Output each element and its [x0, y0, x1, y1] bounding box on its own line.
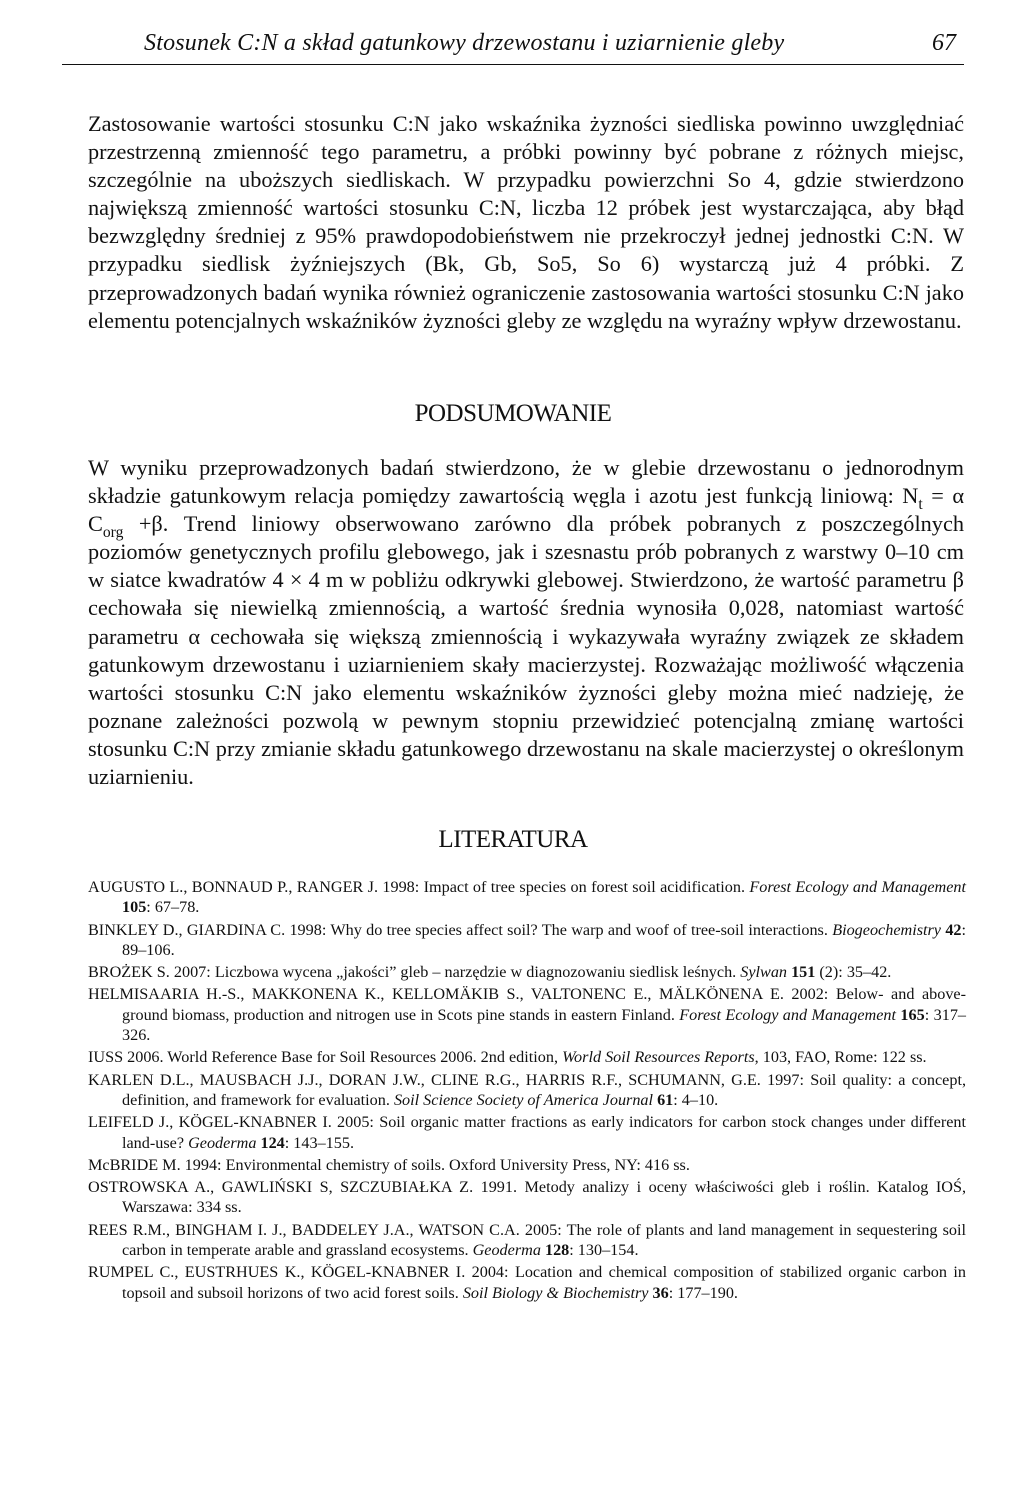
summary-text-3: +β. Trend liniowy obserwowano zarówno dla próbek pobranych z poszczególnych poziomów genetycznych profilu glebowego, jak i szesnastu prób pobranych z warstwy 0–10 cm w siatce kwadratów 4 × 4 m w pobliżu odkrywki glebowej. Stwierdzono, że wartość parametru β cechowała się niewielką zmiennością, a wartość średnia wynosiła 0,028, natomiast wartość parametru α cechowała się większą zmiennością i wykazywała wyraźny związek ze składem gatunkowym drzewostanu i uziarnieniem skały macierzystej. Rozważając możliwość włączenia wartości stosunku C:N jako elementu wskaźników żyzności gleby można mieć nadzieję, że poznane zależności pozwolą w pewnym stopniu przewidzieć potencjalną zmianę wartości stosunku C:N przy zmianie składu gatunkowego drzewostanu na skale macierzystej o określonym uziarnieniu.	[88, 511, 964, 790]
ref-journal: Forest Ecology and Management	[749, 878, 966, 896]
ref-volume: 165	[896, 1005, 925, 1024]
ref-journal: Forest Ecology and Management	[679, 1005, 897, 1024]
reference-item	[88, 920, 966, 961]
running-header	[62, 28, 964, 65]
summary-text-1: W wyniku przeprowadzonych badań stwierdzono, że w glebie drzewostanu o jednorodnym składzie gatunkowym relacja pomiędzy zawartością węgla i azotu jest funkcją liniową: N	[88, 455, 964, 509]
ref-journal: Geoderma	[472, 1241, 541, 1260]
reference-item	[88, 1262, 966, 1303]
ref-pages: : 317–326.	[122, 1005, 967, 1045]
ref-text: McBRIDE M. 1994: Environmental chemistry of soils. Oxford University Press, NY: 416 ss.	[88, 1155, 690, 1174]
paragraph-intro: Zastosowanie wartości stosunku C:N jako wskaźnika żyzności siedliska powinno uwzględniać przestrzenną zmienność tego parametru, a próbki powinny być pobrane z różnych miejsc, szczególnie na uboższych siedliskach. W przypadku powierzchni So 4, gdzie stwierdzono największą zmienność wartości stosunku C:N, liczba 12 próbek jest wystarczająca, aby błąd bezwzględny średniej z 95% prawdopodobieństwem nie przekroczył jednej jednostki C:N. W przypadku siedlisk żyźniejszych (Bk, Gb, So5, So 6) wystarczą już 4 próbki. Z przeprowadzonych badań wynika również ograniczenie zastosowania wartości stosunku C:N jako elementu potencjalnych wskaźników żyzności gleby ze względu na wyraźny wpływ drzewostanu.	[88, 111, 964, 333]
ref-pages: : 67–78.	[146, 898, 200, 917]
ref-pages: : 143–155.	[284, 1133, 354, 1152]
ref-volume: 151	[787, 963, 816, 982]
reference-item	[88, 1112, 966, 1153]
ref-text: OSTROWSKA A., GAWLIŃSKI S, SZCZUBIAŁKA Z. 1991. Metody analizy i oceny właściwości gleb i roślin. Katalog IOŚ, Warszawa: 334 ss.	[88, 1178, 966, 1217]
ref-pages: : 89–106.	[122, 920, 967, 960]
reference-item	[88, 1155, 966, 1175]
ref-text: RUMPEL C., EUSTRHUES K., KÖGEL-KNABNER I. 2004: Location and chemical composition of stabilized organic carbon in topsoil and subsoil horizons of two acid forest soils.	[88, 1263, 966, 1302]
subscript-t: t	[918, 496, 923, 514]
ref-volume: 128	[540, 1241, 570, 1260]
ref-volume: 36	[648, 1283, 669, 1302]
ref-journal: Soil Science Society of America Journal	[393, 1091, 654, 1110]
ref-volume: 61	[653, 1091, 674, 1110]
ref-text: REES R.M., BINGHAM I. J., BADDELEY J.A., WATSON C.A. 2005: The role of plants and land management in sequestering soil carbon in temperate arable and grassland ecosystems.	[88, 1220, 966, 1260]
ref-journal: Geoderma	[188, 1133, 257, 1152]
ref-text: BINKLEY D., GIARDINA C. 1998: Why do tree species affect soil? The warp and woof of tree-soil interactions.	[88, 920, 833, 939]
ref-pages: : 4–10.	[673, 1091, 719, 1110]
reference-item	[88, 962, 966, 982]
ref-journal: World Soil Resources Reports	[562, 1048, 755, 1067]
ref-pages: , 103, FAO, Rome: 122 ss.	[754, 1048, 927, 1067]
ref-text: AUGUSTO L., BONNAUD P., RANGER J. 1998: Impact of tree species on forest soil acidification.	[88, 878, 750, 896]
reference-item	[88, 984, 966, 1045]
ref-pages: (2): 35–42.	[815, 963, 892, 982]
ref-pages: : 130–154.	[569, 1241, 639, 1260]
heading-summary: PODSUMOWANIE	[414, 400, 612, 427]
paragraph-summary	[88, 454, 964, 791]
summary-text-2: = α C	[88, 483, 964, 537]
page-number: 67	[932, 30, 956, 56]
reference-item	[88, 1177, 966, 1218]
reference-list	[88, 877, 966, 1305]
ref-text: IUSS 2006. World Reference Base for Soil Resources 2006. 2nd edition,	[88, 1048, 563, 1067]
ref-volume: 124	[256, 1133, 285, 1152]
ref-pages: : 177–190.	[668, 1283, 738, 1302]
ref-journal: Biogeochemistry	[832, 920, 941, 939]
ref-journal: Sylwan	[740, 963, 788, 982]
reference-item	[88, 1220, 966, 1261]
ref-text: HELMISAARIA H.-S., MAKKONENA K., KELLOMÄKIB S., VALTONENC E., MÄLKÖNENA E. 2002: Below- and above-ground biomass, production and nitrogen use in Scots pine stands in eastern Finland.	[88, 985, 966, 1024]
ref-volume: 42	[941, 920, 962, 939]
ref-journal: Soil Biology & Biochemistry	[462, 1283, 649, 1302]
running-title: Stosunek C:N a skład gatunkowy drzewostanu i uziarnienie gleby	[144, 30, 785, 56]
heading-literature: LITERATURA	[438, 826, 588, 853]
ref-volume: 105	[122, 898, 147, 917]
reference-item	[88, 877, 966, 918]
subscript-org: org	[102, 524, 124, 542]
reference-item	[88, 1070, 966, 1111]
ref-text: KARLEN D.L., MAUSBACH J.J., DORAN J.W., CLINE R.G., HARRIS R.F., SCHUMANN, G.E. 1997: Soil quality: a concept, definition, and framework for evaluation.	[88, 1070, 966, 1110]
ref-text: BROŻEK S. 2007: Liczbowa wycena „jakości” gleb – narzędzie w diagnozowaniu siedlisk leśnych.	[88, 963, 741, 982]
reference-item	[88, 1047, 966, 1067]
ref-text: LEIFELD J., KÖGEL-KNABNER I. 2005: Soil organic matter fractions as early indicators for carbon stock changes under different land-use?	[88, 1113, 966, 1152]
